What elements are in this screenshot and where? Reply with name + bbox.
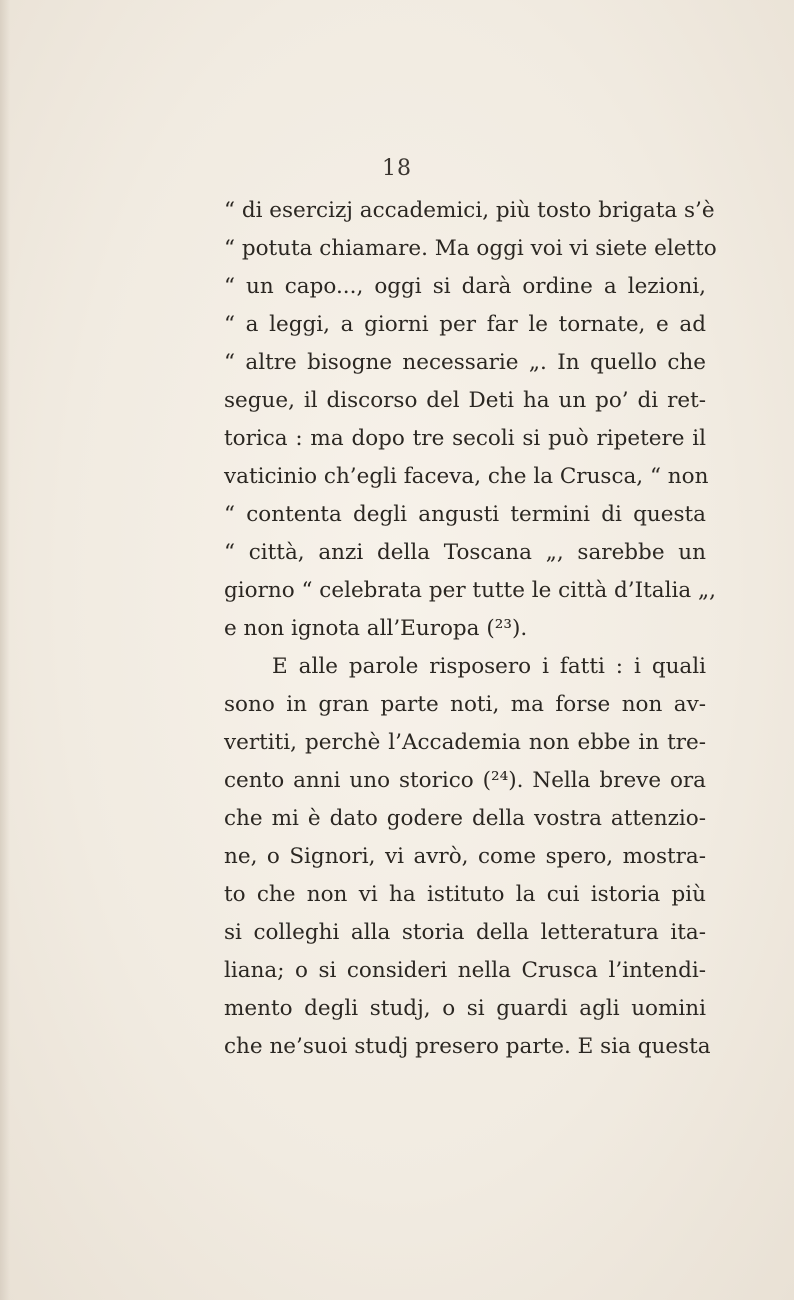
text-line: “ altre bisogne necessarie „. In quello che [224,350,706,375]
text-line: giorno “ celebrata per tutte le città d’Italia „, [224,578,716,603]
text-line: “ a leggi, a giorni per far le tornate, e ad [224,312,706,337]
text-line: che mi è dato godere della vostra attenzio- [224,806,706,831]
text-line: to che non vi ha istituto la cui istoria più [224,882,706,907]
text-line: si colleghi alla storia della letteratura ita- [224,920,706,945]
body-text [224,192,717,1066]
text-line: “ potuta chiamare. Ma oggi voi vi siete eletto [224,236,717,261]
text-line: vertiti, perchè l’Accademia non ebbe in tre- [224,730,706,755]
page-number: 18 [382,156,412,181]
text-line: ne, o Signori, vi avrò, come spero, mostra- [224,844,706,869]
text-line: e non ignota all’Europa (²³). [224,616,528,641]
text-line: liana; o si consideri nella Crusca l’intendi- [224,958,706,983]
text-line: “ un capo..., oggi si darà ordine a lezioni, [224,274,706,299]
page-edge-shadow [0,0,10,1300]
text-line: torica : ma dopo tre secoli si può ripetere il [224,426,706,451]
text-line: mento degli studj, o si guardi agli uomini [224,996,706,1021]
text-line: “ di esercizj accademici, più tosto brigata s’è [224,198,715,223]
text-line: vaticinio ch’egli faceva, che la Crusca, “ non [224,464,709,489]
text-line: che ne’suoi studj presero parte. E sia questa [224,1034,711,1059]
text-line: segue, il discorso del Deti ha un po’ di ret- [224,388,706,413]
text-line: “ città, anzi della Toscana „, sarebbe un [224,540,706,565]
text-line: cento anni uno storico (²⁴). Nella breve ora [224,768,706,793]
text-line: sono in gran parte noti, ma forse non av- [224,692,706,717]
text-line: E alle parole risposero i fatti : i quali [272,654,706,679]
text-line: “ contenta degli angusti termini di questa [224,502,706,527]
